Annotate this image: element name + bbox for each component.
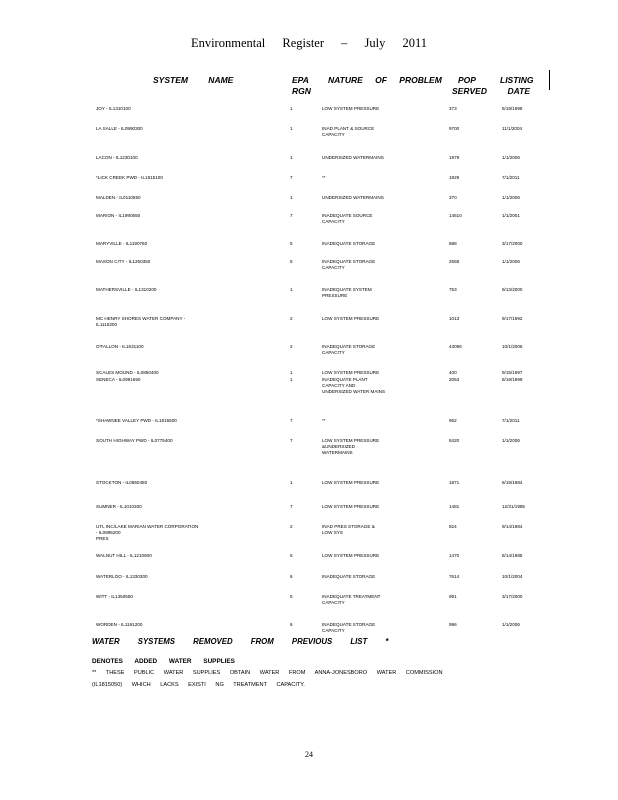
problem-cell: INADEQUATE PLANT CAPACITY AND UNDERSIZED WATER MAINS xyxy=(322,377,386,394)
problem-cell: LOW SYSTEM PRESSURE xyxy=(322,106,380,111)
listing-date-cell: 9/13/2000 xyxy=(502,287,523,292)
problem-cell: INADEQUATE STORAGE CAPACITY xyxy=(322,622,376,633)
removed-systems-heading: WATER SYSTEMS REMOVED FROM PREVIOUS LIST * xyxy=(92,637,389,646)
epa-region-cell: 6 xyxy=(290,574,293,579)
population-cell: 14610 xyxy=(449,213,462,218)
listing-date-cell: 6/19/1998 xyxy=(502,106,523,111)
listing-date-cell: 9/15/1997 xyxy=(502,370,523,375)
system-name-cell: MATHERSVILLE - IL1310200 xyxy=(96,287,157,292)
header-date-label: DATE xyxy=(507,86,530,96)
population-cell: 1470 xyxy=(449,553,460,558)
epa-region-cell: 5 xyxy=(290,241,293,246)
listing-date-cell: 1/1/2006 xyxy=(502,259,520,264)
problem-cell: LOW SYSTEM PRESSURE xyxy=(322,553,380,558)
epa-region-cell: 7 xyxy=(290,175,293,180)
listing-date-cell: 1/1/2006 xyxy=(502,155,520,160)
population-cell: 8420 xyxy=(449,438,460,443)
listing-date-cell: 10/1/2006 xyxy=(502,344,523,349)
epa-region-cell: 6 xyxy=(290,622,293,627)
population-cell: 1929 xyxy=(449,175,460,180)
system-name-cell: MC HENRY SHORES WATER COMPANY - IL1115200 xyxy=(96,316,186,327)
population-cell: 373 xyxy=(449,106,457,111)
system-name-cell: *SHAWNEE VALLEY PWD - IL1815500 xyxy=(96,418,177,423)
listing-date-cell: 10/1/2004 xyxy=(502,574,523,579)
epa-region-cell: 1 xyxy=(290,195,293,200)
problem-cell: UNDERSIZED WATERMAINS xyxy=(322,195,384,200)
problem-cell: LOW SYSTEM PRESSURE xyxy=(322,370,380,375)
epa-region-cell: 2 xyxy=(290,524,293,529)
system-name-cell: MARYVILLE - IL1190760 xyxy=(96,241,148,246)
listing-date-cell: 1/1/2006 xyxy=(502,622,520,627)
epa-region-cell: 1 xyxy=(290,480,293,485)
system-name-cell: MALDEN - IL0110550 xyxy=(96,195,141,200)
system-name-cell: JOY - IL1310100 xyxy=(96,106,131,111)
listing-date-cell: 1/1/2001 xyxy=(502,213,520,218)
epa-region-cell: 7 xyxy=(290,213,293,218)
system-name-cell: *LICK CREEK PWD - IL1815100 xyxy=(96,175,163,180)
problem-cell: INADEQUATE TREATMENT CAPACITY xyxy=(322,594,381,605)
epa-region-cell: 5 xyxy=(290,594,293,599)
margin-rule xyxy=(549,70,550,90)
system-name-cell: SOUTH HIGHWAY PWD - IL0775400 xyxy=(96,438,173,443)
problem-cell: UNDERSIZED WATERMAINS xyxy=(322,155,384,160)
epa-region-cell: 5 xyxy=(290,259,293,264)
population-cell: 824 xyxy=(449,524,457,529)
listing-date-cell: 7/1/2011 xyxy=(502,175,520,180)
header-rgn-label: RGN xyxy=(292,86,311,96)
listing-date-cell: 6/19/1984 xyxy=(502,480,523,485)
problem-cell: INADEQUATE STORAGE xyxy=(322,241,376,246)
epa-region-cell: 1 xyxy=(290,287,293,292)
population-cell: 753 xyxy=(449,287,457,292)
epa-region-cell: 7 xyxy=(290,438,293,443)
header-pop-label: POP xyxy=(458,75,476,85)
epa-region-cell: 7 xyxy=(290,504,293,509)
epa-region-cell: 1 xyxy=(290,126,293,131)
system-name-cell: WATERLOO - IL1330300 xyxy=(96,574,148,579)
problem-cell: ** xyxy=(322,418,326,423)
population-cell: 370 xyxy=(449,195,457,200)
listing-date-cell: 9/17/1992 xyxy=(502,316,523,321)
problem-cell: LOW SYSTEM PRESSURE xyxy=(322,504,380,509)
epa-region-cell: 1 xyxy=(290,377,293,382)
epa-region-cell: 1 xyxy=(290,155,293,160)
system-name-cell: SENECA - IL0991650 xyxy=(96,377,141,382)
denotes-note: DENOTES ADDED WATER SUPPLIES xyxy=(92,658,235,665)
header-system-name: SYSTEM NAME xyxy=(153,75,234,85)
system-name-cell: LA SALLE - IL0990300 xyxy=(96,126,143,131)
population-cell: 400 xyxy=(449,370,457,375)
population-cell: 9700 xyxy=(449,126,460,131)
listing-date-cell: 3/17/2000 xyxy=(502,594,523,599)
problem-cell: LOW SYSTEM PRESSURE xyxy=(322,480,380,485)
header-served-label: SERVED xyxy=(452,86,487,96)
header-listing-label: LISTING xyxy=(500,75,534,85)
header-listing xyxy=(500,75,534,97)
listing-date-cell: 6/19/1999 xyxy=(502,377,523,382)
page-number: 24 xyxy=(305,750,313,759)
system-name-cell: UTL INC/LAKE MARIAN WATER CORPORATION - IL0895200 PRES xyxy=(96,524,199,541)
population-cell: 888 xyxy=(449,241,457,246)
listing-date-cell: 9/14/1984 xyxy=(502,524,523,529)
epa-region-cell: 7 xyxy=(290,418,293,423)
population-cell: 952 xyxy=(449,418,457,423)
population-cell: 2558 xyxy=(449,259,460,264)
epa-region-cell: 2 xyxy=(290,344,293,349)
system-name-cell: O'FALLON - IL1631100 xyxy=(96,344,144,349)
problem-cell: INAD PRES STORAGE & LOW SYS xyxy=(322,524,375,535)
problem-cell: INADEQUATE STORAGE CAPACITY xyxy=(322,344,376,355)
problem-cell: INADEQUATE SOURCE CAPACITY xyxy=(322,213,373,224)
listing-date-cell: 1/1/2006 xyxy=(502,438,520,443)
header-epa xyxy=(292,75,311,97)
listing-date-cell: 6/14/1985 xyxy=(502,553,523,558)
system-name-cell: STOCKTON - IL0850450 xyxy=(96,480,148,485)
listing-date-cell: 1/1/2006 xyxy=(502,195,520,200)
epa-region-cell: 1 xyxy=(290,106,293,111)
header-nature-of-problem: NATURE OF PROBLEM xyxy=(328,75,442,85)
population-cell: 996 xyxy=(449,622,457,627)
problem-cell: INAD PLANT & SOURCE CAPACITY xyxy=(322,126,375,137)
problem-cell: INADEQUATE STORAGE CAPACITY xyxy=(322,259,376,270)
population-cell: 2053 xyxy=(449,377,460,382)
listing-date-cell: 12/31/1985 xyxy=(502,504,525,509)
population-cell: 43096 xyxy=(449,344,462,349)
page-title: Environmental Register – July 2011 xyxy=(190,36,428,50)
listing-date-cell: 11/1/2004 xyxy=(502,126,523,131)
problem-cell: ** xyxy=(322,175,326,180)
system-name-cell: MASON CITY - IL1250350 xyxy=(96,259,151,264)
population-cell: 1979 xyxy=(449,155,460,160)
problem-cell: INADEQUATE SYSTEM PRESSURE xyxy=(322,287,372,298)
system-name-cell: MARION - IL1990550 xyxy=(96,213,141,218)
system-name-cell: WALNUT HILL - IL1210600 xyxy=(96,553,152,558)
population-cell: 1481 xyxy=(449,504,460,509)
problem-cell: INADEQUATE STORAGE xyxy=(322,574,376,579)
epa-region-cell: 1 xyxy=(290,370,293,375)
problem-cell: LOW SYSTEM PRESSURE xyxy=(322,316,380,321)
system-name-cell: SCALES MOUND - IL0850400 xyxy=(96,370,159,375)
epa-region-cell: 6 xyxy=(290,553,293,558)
system-name-cell: SUMNER - IL1010300 xyxy=(96,504,142,509)
population-cell: 1013 xyxy=(449,316,460,321)
header-pop xyxy=(452,75,487,97)
header-epa-label: EPA xyxy=(292,75,309,85)
footnote-line-1: ** THESE PUBLIC WATER SUPPLIES OBTAIN WATER FROM ANNA-JONESBORO WATER COMMISSION xyxy=(92,670,443,676)
listing-date-cell: 3/17/2000 xyxy=(502,241,523,246)
system-name-cell: LACON - IL1230100 xyxy=(96,155,138,160)
population-cell: 1871 xyxy=(449,480,460,485)
system-name-cell: WITT - IL1350550 xyxy=(96,594,133,599)
epa-region-cell: 2 xyxy=(290,316,293,321)
population-cell: 7614 xyxy=(449,574,460,579)
footnote-line-2: (IL1815050) WHICH LACKS EXISTI NG TREATMENT CAPACITY. xyxy=(92,682,305,688)
listing-date-cell: 7/1/2011 xyxy=(502,418,520,423)
population-cell: 991 xyxy=(449,594,457,599)
system-name-cell: WORDEN - IL1191200 xyxy=(96,622,143,627)
problem-cell: LOW SYSTEM PRESSURE &UNDERSIZED WATERMAINS xyxy=(322,438,380,455)
